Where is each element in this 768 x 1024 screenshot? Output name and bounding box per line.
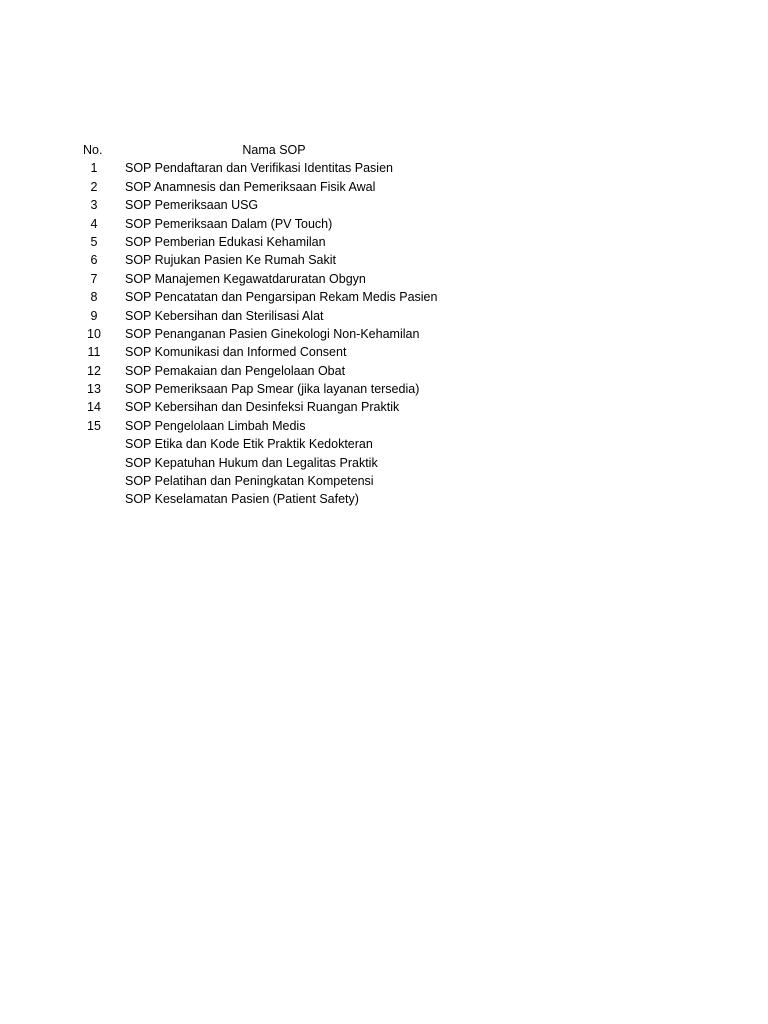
header-name: Nama SOP [242,143,306,157]
row-name: SOP Penanganan Pasien Ginekologi Non-Kehamilan [125,326,420,341]
table-row [72,454,472,472]
sop-table [72,141,472,509]
row-number [72,490,116,508]
row-number: 9 [90,308,98,323]
row-number: 4 [90,216,98,231]
header-no: No. [83,143,103,157]
row-name: SOP Pengelolaan Limbah Medis [125,418,306,433]
table-row [72,380,472,398]
table-row [72,398,472,416]
table-row [72,251,472,269]
table-row [72,233,472,251]
table-row [72,490,472,508]
row-number [72,472,116,490]
table-row [72,270,472,288]
row-name: SOP Etika dan Kode Etik Praktik Kedokteran [125,437,373,452]
row-number: 10 [87,326,101,341]
row-name: SOP Pemakaian dan Pengelolaan Obat [125,363,346,378]
table-row [72,417,472,435]
row-number: 7 [90,271,98,286]
row-name: SOP Pencatatan dan Pengarsipan Rekam Medis Pasien [125,290,438,305]
row-name: SOP Keselamatan Pasien (Patient Safety) [125,492,359,507]
table-row [72,362,472,380]
row-name: SOP Kebersihan dan Desinfeksi Ruangan Praktik [125,400,400,415]
row-name: SOP Kebersihan dan Sterilisasi Alat [125,308,324,323]
row-number: 5 [90,234,98,249]
row-name: SOP Rujukan Pasien Ke Rumah Sakit [125,253,336,268]
table-row [72,196,472,214]
row-number: 8 [90,290,98,305]
row-number: 15 [87,418,101,433]
table-row [72,472,472,490]
row-number [72,454,116,472]
table-row [72,307,472,325]
row-number: 14 [87,400,101,415]
table-row [72,435,472,453]
row-name: SOP Pemberian Edukasi Kehamilan [125,234,326,249]
row-name: SOP Anamnesis dan Pemeriksaan Fisik Awal [125,179,376,194]
table-row [72,288,472,306]
table-header [72,141,472,159]
row-number: 12 [87,363,101,378]
row-number [72,435,116,453]
row-name: SOP Pemeriksaan Dalam (PV Touch) [125,216,333,231]
row-name: SOP Kepatuhan Hukum dan Legalitas Praktik [125,455,378,470]
row-number: 2 [90,179,98,194]
row-number: 11 [87,345,101,360]
row-name: SOP Pemeriksaan Pap Smear (jika layanan tersedia) [125,382,420,397]
row-number: 1 [90,161,98,176]
row-name: SOP Manajemen Kegawatdaruratan Obgyn [125,271,366,286]
row-name: SOP Pendaftaran dan Verifikasi Identitas Pasien [125,161,393,176]
table-row [72,159,472,177]
table-row [72,325,472,343]
row-number: 6 [90,253,98,268]
row-number: 3 [90,198,98,213]
table-row [72,343,472,361]
row-number: 13 [87,382,101,397]
table-row [72,178,472,196]
table-row [72,215,472,233]
row-name: SOP Pemeriksaan USG [125,198,259,213]
row-name: SOP Komunikasi dan Informed Consent [125,345,347,360]
row-name: SOP Pelatihan dan Peningkatan Kompetensi [125,474,374,489]
